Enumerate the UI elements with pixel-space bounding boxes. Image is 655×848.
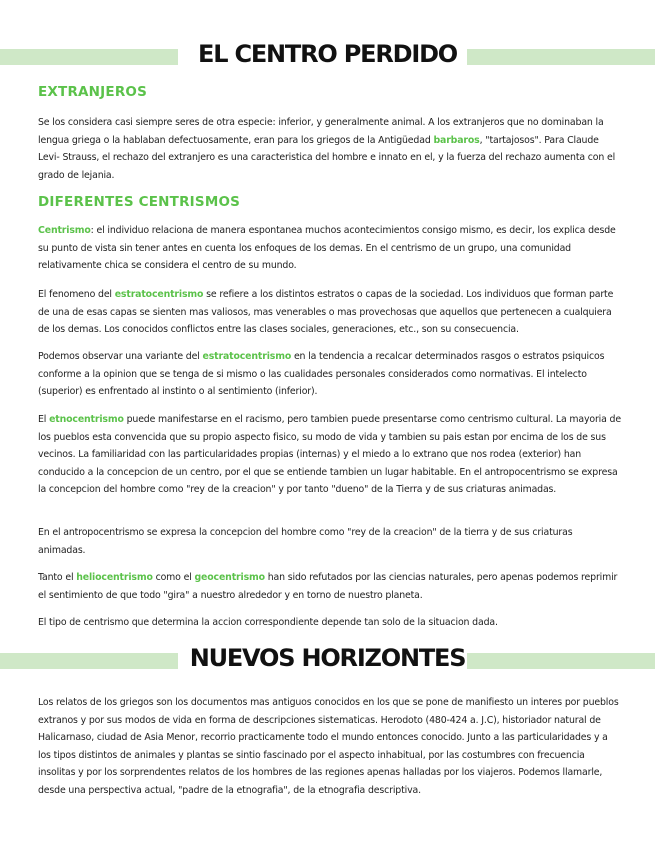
term-geocentrismo: geocentrismo (194, 572, 265, 583)
term-etnocentrismo: etnocentrismo (49, 414, 124, 425)
page-title: EL CENTRO PERDIDO (198, 40, 457, 68)
paragraph-tipo-centrismo: El tipo de centrismo que determina la accion correspondiente depende tan solo de la situacion dada. (38, 617, 498, 628)
section-title-extranjeros: EXTRANJEROS (38, 84, 148, 100)
term-barbaros: barbaros (433, 134, 480, 146)
paragraph-helio-geo: Tanto el heliocentrismo como el geocentrismo han sido refutados por las ciencias naturales, pero apenas podemos reprimir el sentimiento de que todo "gira" a nuestro alrededor y en torno de nuestro planeta. (38, 572, 618, 601)
section-title-centrismos: DIFERENTES CENTRISMOS (38, 194, 241, 210)
paragraph-horizontes: Los relatos de los griegos son los documentos mas antiguos conocidos en los que se pone de manifiesto un interes por pueblos extranos y por sus modos de vida en forma de descripciones sistematicas. Herodoto (480-424 a. J.C), historiador natural de Halicarnaso, ciudad de Asia Menor, recorrio practicamente todo el mundo entonces conocido. Junto a las particularidades y a los tipos distintos de animales y plantas se sintio fascinado por el aspecto inhabitual, por las costumbres con frecuencia insolitas y por los sorprendentes relatos de los hombres de las regiones apenas halladas por los viajeros. Podemos llamarle, desde una perspectiva actual, "padre de la etnografia", de la etnografia descriptiva. (38, 697, 619, 796)
term-estratocentrismo-2: estratocentrismo (202, 351, 292, 362)
paragraph-estratocentrismo: El fenomeno del estratocentrismo se refiere a los distintos estratos o capas de la sociedad. Los individuos que forman parte de una de esas capas se sienten mas valiosos, mas venerables o mas provechosas que aquellos que pertenecen a cualquiera de los demas. Los conocidos conflictos entre las clases sociales, generaciones, etc., son su consecuencia. (38, 289, 614, 335)
paragraph-centrismo: Centrismo: el individuo relaciona de manera espontanea muchos acontecimientos consigo mismo, es decir, los explica desde su punto de vista sin tener antes en cuenta los enfoques de los demas. En el centrismo de un grupo, una comunidad relativamente chica se considera el centro de su mundo. (38, 225, 616, 271)
term-heliocentrismo: heliocentrismo (76, 572, 153, 583)
title-banner-1 (0, 38, 655, 70)
paragraph-antropocentrismo: En el antropocentrismo se expresa la concepcion del hombre como "rey de la creacion" de la tierra y de sus criaturas animadas. (38, 527, 573, 556)
term-centrismo: Centrismo (38, 225, 91, 236)
paragraph-variante: Podemos observar una variante del estratocentrismo en la tendencia a recalcar determinados rasgos o estratos psiquicos conforme a la opinion que se tenga de si mismo o las cualidades personales considerados como normativas. El intelecto (superior) es enfrentado al instinto o al sentimiento (inferior). (38, 351, 605, 397)
title-banner-2 (0, 642, 655, 674)
section-title-horizontes: NUEVOS HORIZONTES (189, 644, 466, 672)
paragraph-etnocentrismo: El etnocentrismo puede manifestarse en el racismo, pero tambien puede presentarse como centrismo cultural. La mayoria de los pueblos esta convencida que su propio aspecto fisico, su modo de vida y tambien su pais estan por encima de los de sus vecinos. La familiaridad con las particularidades propias (internas) y el miedo a lo extrano que nos rodea (exterior) han conducido a la concepcion de un centro, por el que se entiende tambien un lugar habitable. En el antropocentrismo se expresa la concepcion del hombre como "rey de la creacion" y por tanto "dueno" de la Tierra y de sus criaturas animadas. (38, 414, 621, 495)
term-estratocentrismo: estratocentrismo (114, 289, 204, 300)
paragraph-extranjeros: Se los considera casi siempre seres de otra especie: inferior, y generalmente animal. A los extranjeros que no dominaban la lengua griega o la hablaban defectuosamente, eran para los griegos de la Antigüedad barbaros, "tartajosos". Para Claude Levi- Strauss, el rechazo del extranjero es una caracteristica del hombre e innato en el, y la fuerza del rechazo aumenta con el grado de lejania. (38, 117, 616, 181)
